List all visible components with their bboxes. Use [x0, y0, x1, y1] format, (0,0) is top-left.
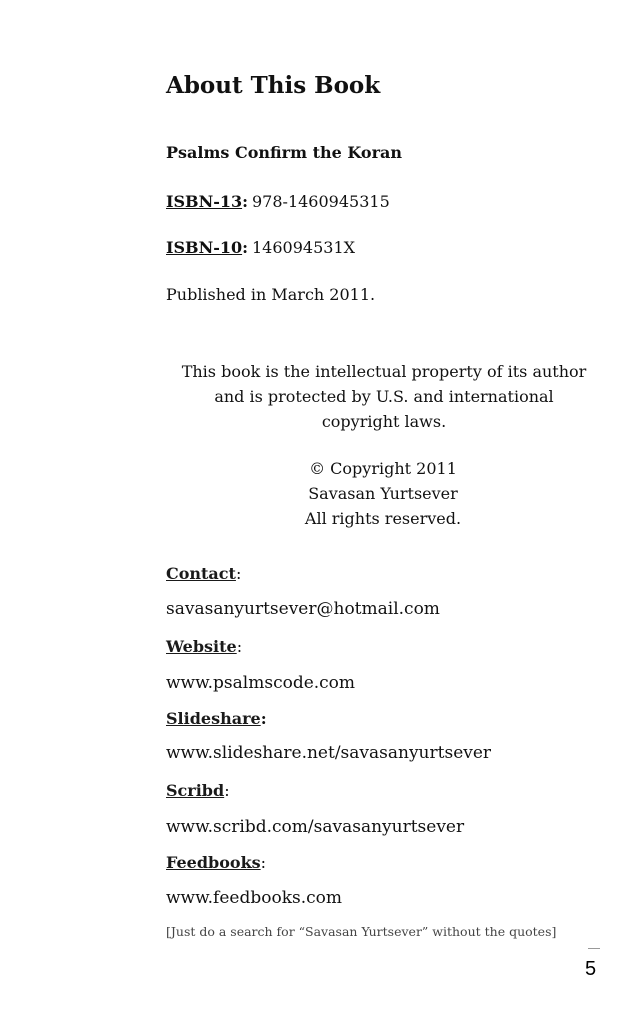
author-name: Savasan Yurtsever — [308, 484, 458, 503]
isbn13-label: ISBN-13 — [166, 192, 243, 211]
website-label: Website — [166, 637, 237, 656]
contact-label-row: Contact: — [166, 564, 242, 583]
slideshare-label: Slideshare — [166, 709, 261, 728]
website-label-row: Website: — [166, 637, 243, 656]
published-date: Published in March 2011. — [166, 285, 376, 304]
isbn10-colon: : — [242, 238, 248, 257]
isbn10-row — [166, 238, 355, 257]
scribd-link[interactable]: www.scribd.com/savasanyurtsever — [166, 817, 465, 837]
scribd-label: Scribd — [166, 781, 225, 800]
website-link[interactable]: www.psalmscode.com — [166, 673, 356, 693]
book-title: Psalms Confirm the Koran — [166, 143, 403, 162]
copyright-notice — [166, 359, 602, 434]
feedbooks-link[interactable]: www.feedbooks.com — [166, 888, 342, 908]
notice-line: copyright laws. — [321, 412, 447, 431]
isbn10-label: ISBN-10 — [166, 238, 243, 257]
slideshare-link[interactable]: www.slideshare.net/savasanyurtsever — [166, 743, 492, 763]
page-heading: About This Book — [166, 72, 381, 99]
rights-reserved: All rights reserved. — [304, 509, 462, 528]
notice-line: and is protected by U.S. and international — [214, 387, 554, 406]
contact-label: Contact — [166, 564, 236, 583]
isbn10-value: 146094531X — [252, 238, 356, 257]
footer-rule — [588, 948, 600, 949]
isbn13-colon: : — [242, 192, 248, 211]
copyright-year: © Copyright 2011 — [309, 459, 457, 478]
notice-line: This book is the intellectual property of its author — [181, 362, 587, 381]
feedbooks-label: Feedbooks — [166, 853, 261, 872]
search-note: [Just do a search for “Savasan Yurtsever” without the quotes] — [166, 924, 557, 939]
scribd-label-row: Scribd: — [166, 781, 230, 800]
isbn13-value: 978-1460945315 — [252, 192, 390, 211]
feedbooks-label-row: Feedbooks: — [166, 853, 267, 872]
contact-email[interactable]: savasanyurtsever@hotmail.com — [166, 599, 440, 619]
copyright-block — [300, 456, 466, 531]
slideshare-label-row: Slideshare: — [166, 709, 267, 728]
page-number: 5 — [585, 958, 597, 980]
isbn13-row — [166, 192, 390, 211]
